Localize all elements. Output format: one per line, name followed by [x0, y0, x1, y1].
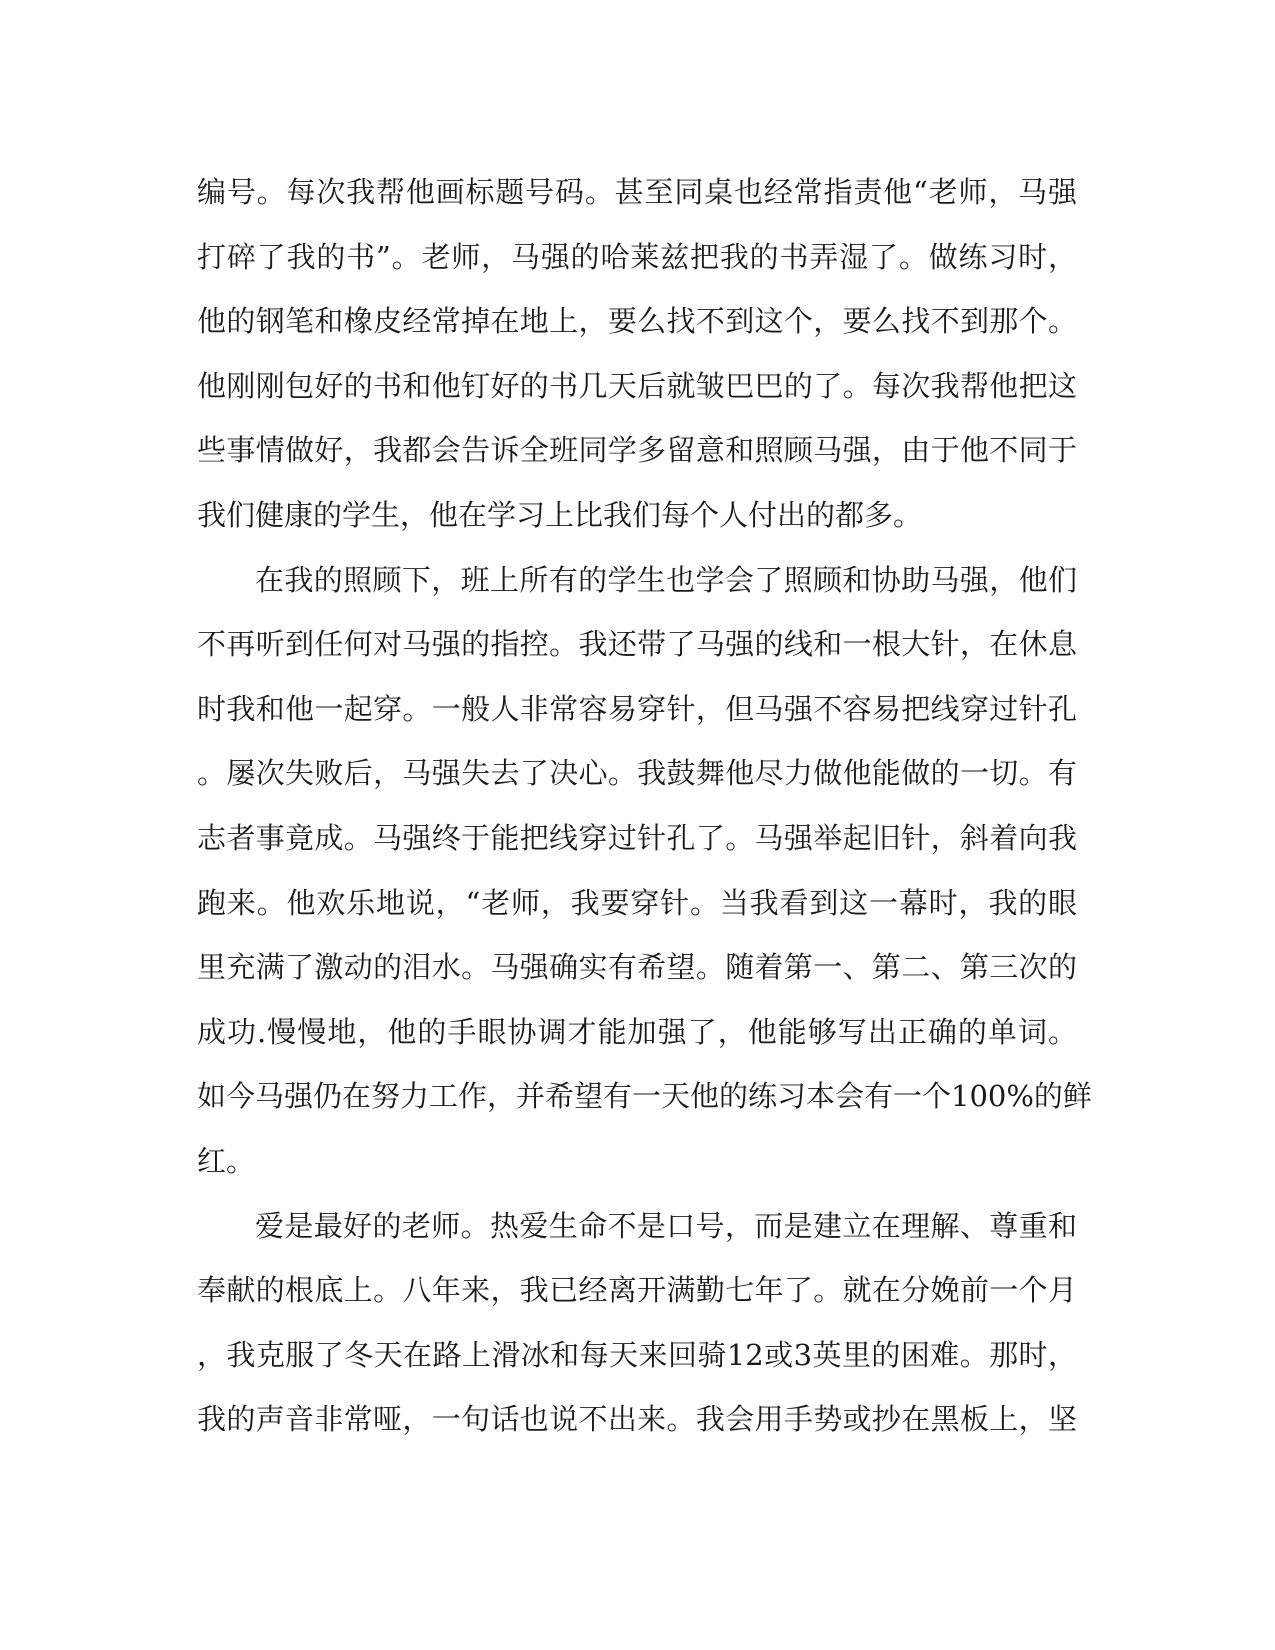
text-line: 爱是最好的老师。热爱生命不是口号，而是建立在理解、尊重和 — [255, 1208, 1077, 1243]
text-line: 跑来。他欢乐地说，“老师，我要穿针。当我看到这一幕时，我的眼 — [197, 885, 1077, 920]
text-line: 里充满了激动的泪水。马强确实有希望。随着第一、第二、第三次的 — [197, 950, 1077, 985]
text-line: 红。 — [197, 1143, 256, 1178]
text-line: 些事情做好，我都会告诉全班同学多留意和照顾马强，由于他不同于 — [197, 433, 1077, 468]
text-line: ，我克服了冬天在路上滑冰和每天来回骑12或3英里的困难。那时， — [197, 1337, 1077, 1372]
text-line: 。屡次失败后，马强失去了决心。我鼓舞他尽力做他能做的一切。有 — [197, 756, 1077, 791]
text-line: 他刚刚包好的书和他钉好的书几天后就皱巴巴的了。每次我帮他把这 — [197, 368, 1077, 403]
text-line: 不再听到任何对马强的指控。我还带了马强的线和一根大针，在休息 — [197, 627, 1077, 662]
text-line: 奉献的根底上。八年来，我已经离开满勤七年了。就在分娩前一个月 — [197, 1273, 1077, 1308]
text-line: 如今马强仍在努力工作，并希望有一天他的练习本会有一个100%的鲜 — [197, 1079, 1092, 1114]
text-line: 我们健康的学生，他在学习上比我们每个人付出的都多。 — [197, 497, 923, 532]
text-line: 在我的照顾下，班上所有的学生也学会了照顾和协助马强，他们 — [255, 562, 1077, 597]
text-line: 打碎了我的书”。老师，马强的哈莱兹把我的书弄湿了。做练习时， — [197, 239, 1077, 274]
text-line: 他的钢笔和橡皮经常掉在地上，要么找不到这个，要么找不到那个。 — [197, 304, 1077, 339]
text-line: 我的声音非常哑，一句话也说不出来。我会用手势或抄在黑板上，坚 — [197, 1402, 1077, 1437]
text-line: 成功.慢慢地，他的手眼协调才能加强了，他能够写出正确的单词。 — [197, 1014, 1077, 1049]
text-line: 志者事竟成。马强终于能把线穿过针孔了。马强举起旧针，斜着向我 — [197, 820, 1077, 855]
body-text — [197, 160, 1092, 1452]
text-line: 编号。每次我帮他画标题号码。甚至同桌也经常指责他“老师，马强 — [197, 175, 1077, 209]
text-line: 时我和他一起穿。一般人非常容易穿针，但马强不容易把线穿过针孔 — [197, 691, 1077, 726]
